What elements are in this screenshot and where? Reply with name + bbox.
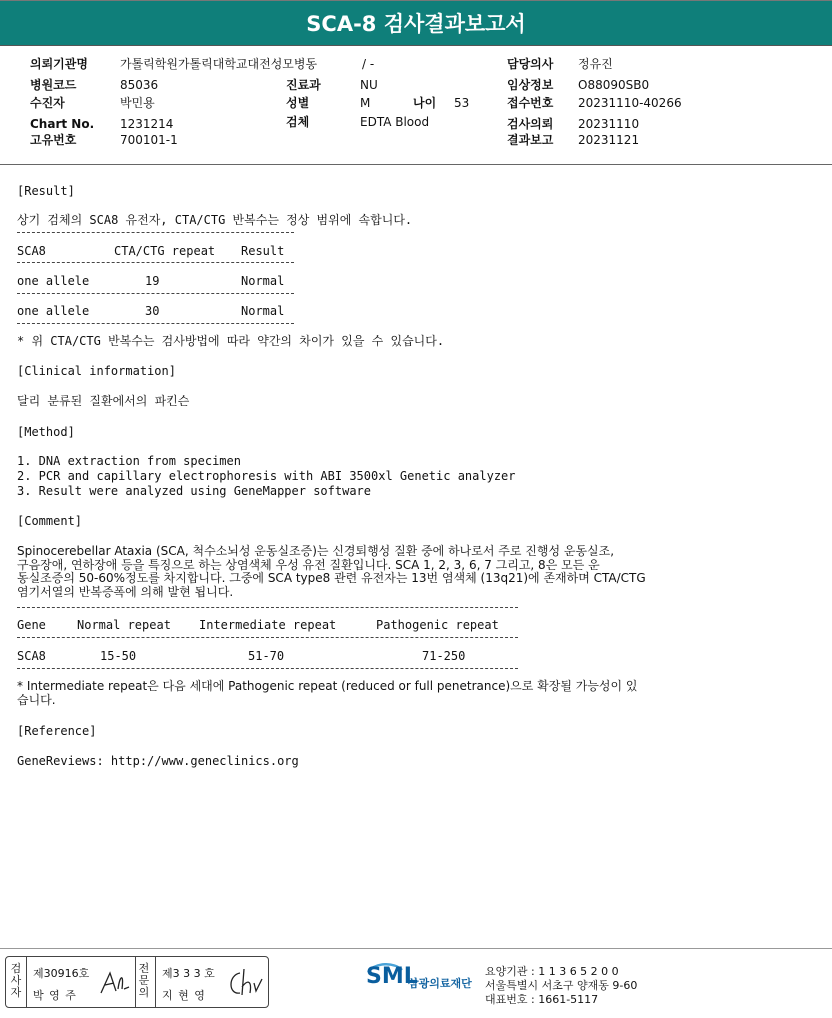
receipt-no-label: 접수번호: [507, 96, 554, 110]
org-address: 서울특별시 서초구 양재동 9-60: [485, 979, 638, 992]
comment-paragraph: [17, 545, 817, 599]
comment-line: 동실조증의 50-60%정도를 차지합니다. 그중에 SCA type8 관련 유전자는 13번 염색체 (13q21)에 존재하며 CTA/CTG: [17, 571, 646, 585]
result-col-repeat: CTA/CTG repeat: [114, 244, 216, 258]
age-label: 나이: [413, 96, 437, 110]
row-allele: one allele: [17, 304, 90, 318]
clinical-text: 달리 분류된 질환에서의 파킨슨: [17, 394, 190, 408]
result-report-label: 결과보고: [507, 133, 554, 147]
clinical-info-label: 임상정보: [507, 78, 554, 92]
comment-line: 구음장애, 연하장애 등을 특징으로 하는 상염색체 우성 유전 질환입니다. SCA 1, 2, 3, 6, 7 그리고, 8은 모든 운: [17, 557, 600, 572]
clinical-heading: [Clinical information]: [17, 364, 176, 378]
report-title: SCA-8 검사결과보고서: [0, 0, 832, 46]
table-divider: [17, 262, 294, 263]
table-divider: [17, 668, 518, 669]
signature-box: [5, 956, 269, 1008]
method-step: 2. PCR and capillary electrophoresis with ABI 3500xl Genetic analyzer: [17, 469, 516, 483]
repeat-col-pathogenic: Pathogenic repeat: [376, 618, 499, 632]
repeat-intermediate: 51-70: [248, 649, 285, 663]
test-request-date: 20231110: [578, 117, 640, 131]
verifier-license: 제3 3 3 호: [162, 967, 215, 980]
specimen-label: 검체: [286, 115, 310, 129]
dept: NU: [360, 78, 378, 92]
method-step: 1. DNA extraction from specimen: [17, 454, 241, 468]
test-request-label: 검사의뢰: [507, 117, 554, 131]
sml-logo: SML: [366, 964, 418, 989]
box-divider: [135, 957, 136, 1007]
receipt-no: 20231110-40266: [578, 96, 682, 110]
unique-no-label: 고유번호: [30, 133, 77, 147]
requesting-org-label: 의뢰기관명: [30, 57, 88, 71]
doctor-label: 담당의사: [507, 57, 554, 71]
chart-no-label: Chart No.: [30, 117, 95, 131]
verifier-signature: [224, 965, 264, 999]
footer-divider: [0, 948, 832, 949]
table-divider: [17, 607, 518, 608]
dept-label: 진료과: [286, 78, 321, 92]
unique-no: 700101-1: [120, 133, 178, 147]
sex-label: 성별: [286, 96, 310, 110]
hospital-code-label: 병원코드: [30, 78, 77, 92]
inspector-name: 박 영 주: [33, 989, 77, 1002]
result-heading: [Result]: [17, 184, 75, 198]
care-institution-code: 요양기관 : 1 1 3 6 5 2 0 0: [485, 965, 619, 978]
repeat-col-gene: Gene: [17, 618, 46, 632]
repeat-col-normal: Normal repeat: [77, 618, 171, 632]
table-divider: [17, 232, 294, 233]
patient-name: 박민용: [120, 96, 155, 110]
result-summary: 상기 검체의 SCA8 유전자, CTA/CTG 반복수는 정상 범위에 속합니다.: [17, 213, 413, 227]
org-phone: 대표번호 : 1661-5117: [485, 993, 599, 1006]
repeat-pathogenic: 71-250: [422, 649, 466, 663]
hospital-code: 85036: [120, 78, 159, 92]
row-allele: one allele: [17, 274, 90, 288]
repeat-col-intermediate: Intermediate repeat: [199, 618, 337, 632]
comment-line: Spinocerebellar Ataxia (SCA, 척수소뇌성 운동실조증)는 신경퇴행성 질환 중에 하나로서 주로 진행성 운동실조,: [17, 544, 615, 558]
requesting-org-slash: / -: [362, 57, 375, 71]
method-step: 3. Result were analyzed using GeneMapper software: [17, 484, 372, 498]
comment-note-line: * Intermediate repeat은 다음 세대에 Pathogenic repeat (reduced or full penetrance)으로 확장될 가능성이 있: [17, 679, 638, 693]
comment-line: 염기서열의 반복증폭에 의해 발현 됩니다.: [17, 584, 234, 599]
box-divider: [155, 957, 156, 1007]
table-divider: [17, 637, 518, 638]
org-name: 삼광의료재단: [408, 977, 472, 990]
table-divider: [17, 323, 294, 324]
requesting-org: 가톨릭학원가톨릭대학교대전성모병동: [120, 57, 318, 71]
row-result: Normal: [241, 274, 285, 288]
repeat-normal: 15-50: [100, 649, 137, 663]
box-divider: [26, 957, 27, 1007]
inspector-signature: [98, 967, 132, 999]
clinical-info: O88090SB0: [578, 78, 650, 92]
inspector-label: 검 사 자: [10, 962, 22, 999]
chart-no: 1231214: [120, 117, 174, 131]
repeat-gene: SCA8: [17, 649, 46, 663]
verifier-label: 전 문 의: [138, 962, 150, 999]
comment-note: [17, 680, 817, 707]
sex: M: [360, 96, 371, 110]
specimen: EDTA Blood: [360, 115, 430, 129]
result-col-result: Result: [241, 244, 285, 258]
reference-link[interactable]: GeneReviews: http://www.geneclinics.org: [17, 754, 299, 768]
doctor: 정유진: [578, 57, 613, 71]
row-repeat: 30: [145, 304, 160, 318]
inspector-license: 제30916호: [33, 967, 90, 980]
age: 53: [454, 96, 470, 110]
row-result: Normal: [241, 304, 285, 318]
reference-heading: [Reference]: [17, 724, 97, 738]
comment-heading: [Comment]: [17, 514, 83, 528]
table-divider: [17, 293, 294, 294]
verifier-name: 지 현 영: [162, 989, 206, 1002]
header-divider: [0, 164, 832, 165]
result-col-gene: SCA8: [17, 244, 46, 258]
row-repeat: 19: [145, 274, 160, 288]
patient-label: 수진자: [30, 96, 65, 110]
result-report-date: 20231121: [578, 133, 640, 147]
result-note: * 위 CTA/CTG 반복수는 검사방법에 따라 약간의 차이가 있을 수 있습니다.: [17, 334, 445, 348]
comment-note-line: 습니다.: [17, 692, 56, 707]
method-heading: [Method]: [17, 425, 75, 439]
